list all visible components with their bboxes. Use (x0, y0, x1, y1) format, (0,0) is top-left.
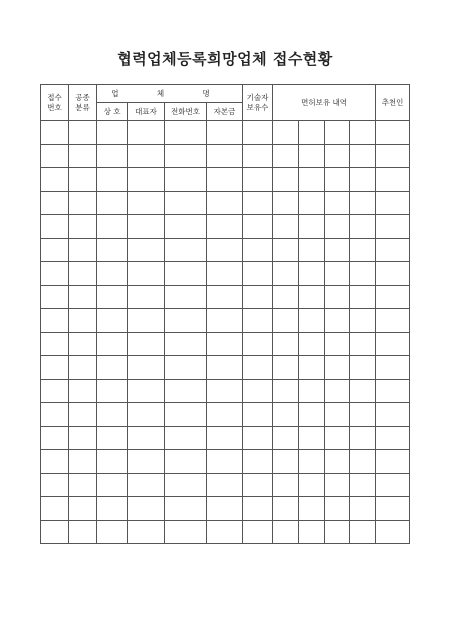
table-cell (97, 309, 128, 333)
table-cell (350, 497, 376, 521)
table-cell (376, 285, 410, 309)
table-cell (376, 121, 410, 145)
table-cell (69, 497, 97, 521)
table-cell (299, 403, 325, 427)
table-cell (69, 520, 97, 544)
table-cell (207, 450, 243, 474)
table-cell (128, 285, 165, 309)
table-cell (273, 285, 299, 309)
table-cell (243, 215, 273, 239)
table-cell (128, 497, 165, 521)
table-cell (243, 497, 273, 521)
table-cell (350, 450, 376, 474)
table-cell (325, 356, 350, 380)
table-row (41, 332, 410, 356)
table-cell (128, 426, 165, 450)
table-cell (350, 262, 376, 286)
header-trade-class: 공종 분류 (69, 85, 97, 121)
table-cell (350, 356, 376, 380)
table-body (41, 121, 410, 544)
table-cell (128, 473, 165, 497)
table-cell (207, 356, 243, 380)
table-cell (376, 215, 410, 239)
table-cell (273, 497, 299, 521)
table-cell (350, 215, 376, 239)
table-cell (128, 332, 165, 356)
table-cell (299, 520, 325, 544)
table-cell (41, 215, 69, 239)
table-cell (41, 168, 69, 192)
table-cell (299, 309, 325, 333)
table-cell (299, 332, 325, 356)
table-cell (376, 520, 410, 544)
table-cell (325, 168, 350, 192)
table-cell (273, 238, 299, 262)
table-cell (299, 379, 325, 403)
table-cell (243, 285, 273, 309)
table-cell (350, 144, 376, 168)
table-cell (273, 473, 299, 497)
table-cell (325, 121, 350, 145)
table-cell (69, 426, 97, 450)
table-cell (165, 497, 207, 521)
table-cell (299, 144, 325, 168)
table-cell (273, 379, 299, 403)
table-cell (97, 450, 128, 474)
table-cell (165, 309, 207, 333)
table-cell (128, 144, 165, 168)
table-cell (69, 121, 97, 145)
table-cell (165, 215, 207, 239)
table-cell (128, 168, 165, 192)
table-cell (350, 285, 376, 309)
table-cell (69, 168, 97, 192)
table-cell (376, 332, 410, 356)
table-cell (376, 403, 410, 427)
table-cell (41, 238, 69, 262)
table-cell (243, 238, 273, 262)
table-cell (273, 262, 299, 286)
table-cell (69, 473, 97, 497)
table-cell (376, 262, 410, 286)
table-cell (165, 379, 207, 403)
table-cell (325, 450, 350, 474)
table-cell (325, 238, 350, 262)
table-cell (273, 426, 299, 450)
table-cell (128, 309, 165, 333)
table-cell (207, 473, 243, 497)
table-cell (69, 238, 97, 262)
table-cell (325, 309, 350, 333)
table-cell (325, 426, 350, 450)
table-cell (207, 191, 243, 215)
table-cell (273, 403, 299, 427)
table-cell (376, 168, 410, 192)
table-cell (376, 309, 410, 333)
table-cell (350, 238, 376, 262)
table-cell (376, 473, 410, 497)
table-cell (69, 191, 97, 215)
table-cell (97, 144, 128, 168)
table-cell (325, 262, 350, 286)
table-cell (97, 285, 128, 309)
table-cell (207, 332, 243, 356)
table-cell (243, 473, 273, 497)
table-cell (273, 309, 299, 333)
table-row (41, 450, 410, 474)
table-cell (299, 450, 325, 474)
table-cell (165, 285, 207, 309)
table-cell (69, 262, 97, 286)
table-cell (165, 403, 207, 427)
table-cell (299, 285, 325, 309)
table-cell (128, 450, 165, 474)
header-capital: 자본금 (207, 103, 243, 121)
table-cell (41, 191, 69, 215)
table-cell (207, 262, 243, 286)
table-cell (350, 520, 376, 544)
table-cell (376, 379, 410, 403)
table-cell (165, 426, 207, 450)
table-cell (207, 168, 243, 192)
table-cell (350, 473, 376, 497)
table-cell (41, 520, 69, 544)
table-cell (41, 332, 69, 356)
table-cell (97, 473, 128, 497)
table-cell (128, 520, 165, 544)
document-title: 협력업체등록희망업체 접수현황 (117, 50, 333, 68)
header-receipt-no: 접수 번호 (41, 85, 69, 121)
table-cell (243, 121, 273, 145)
table-cell (97, 403, 128, 427)
table-cell (97, 520, 128, 544)
table-cell (69, 379, 97, 403)
table-cell (97, 379, 128, 403)
table-cell (325, 144, 350, 168)
table-cell (325, 497, 350, 521)
table-cell (299, 497, 325, 521)
table-cell (273, 450, 299, 474)
table-cell (350, 426, 376, 450)
table-row (41, 262, 410, 286)
table-cell (325, 473, 350, 497)
table-cell (97, 121, 128, 145)
table-cell (97, 356, 128, 380)
table-cell (165, 520, 207, 544)
header-recommender: 추천인 (376, 85, 410, 121)
table-cell (273, 356, 299, 380)
table-row (41, 309, 410, 333)
table-cell (128, 356, 165, 380)
table-cell (41, 450, 69, 474)
table-cell (128, 238, 165, 262)
table-cell (97, 215, 128, 239)
header-phone: 전화번호 (165, 103, 207, 121)
table-cell (207, 285, 243, 309)
table-row (41, 356, 410, 380)
table-cell (243, 332, 273, 356)
table-cell (97, 191, 128, 215)
table-row (41, 191, 410, 215)
table-cell (299, 238, 325, 262)
table-cell (243, 191, 273, 215)
table-cell (243, 379, 273, 403)
table-cell (273, 191, 299, 215)
table-row (41, 238, 410, 262)
table-cell (376, 191, 410, 215)
table-cell (69, 309, 97, 333)
table-cell (350, 379, 376, 403)
table-cell (376, 356, 410, 380)
table-cell (350, 403, 376, 427)
table-cell (299, 356, 325, 380)
table-cell (69, 356, 97, 380)
table-cell (165, 473, 207, 497)
table-cell (273, 121, 299, 145)
table-cell (325, 332, 350, 356)
table-cell (69, 215, 97, 239)
table-cell (165, 144, 207, 168)
table-cell (273, 168, 299, 192)
table-cell (207, 309, 243, 333)
table-cell (350, 168, 376, 192)
table-cell (299, 121, 325, 145)
table-row (41, 379, 410, 403)
table-cell (128, 379, 165, 403)
table-cell (69, 285, 97, 309)
table-cell (243, 520, 273, 544)
table-cell (299, 473, 325, 497)
table-row (41, 168, 410, 192)
header-company-group: 업 체 명 (97, 85, 243, 103)
table-cell (243, 168, 273, 192)
table-cell (273, 332, 299, 356)
table-cell (299, 426, 325, 450)
table-cell (41, 379, 69, 403)
table-cell (41, 497, 69, 521)
table-cell (207, 215, 243, 239)
table-cell (165, 238, 207, 262)
table-cell (128, 403, 165, 427)
table-cell (69, 403, 97, 427)
table-cell (128, 262, 165, 286)
table-cell (97, 332, 128, 356)
table-cell (165, 356, 207, 380)
table-row (41, 497, 410, 521)
table-cell (165, 191, 207, 215)
table-cell (299, 262, 325, 286)
table-cell (243, 262, 273, 286)
table-cell (41, 426, 69, 450)
table-cell (273, 520, 299, 544)
table-cell (165, 168, 207, 192)
table-cell (299, 215, 325, 239)
table-cell (97, 238, 128, 262)
table-cell (243, 356, 273, 380)
table-cell (350, 121, 376, 145)
table-cell (207, 403, 243, 427)
table-cell (207, 426, 243, 450)
table-cell (207, 121, 243, 145)
table-cell (41, 403, 69, 427)
table-cell (165, 262, 207, 286)
table-cell (273, 144, 299, 168)
table-row (41, 285, 410, 309)
table-cell (41, 285, 69, 309)
table-cell (243, 403, 273, 427)
table-cell (207, 144, 243, 168)
table-cell (69, 450, 97, 474)
table-cell (97, 262, 128, 286)
table-row (41, 473, 410, 497)
table-cell (41, 144, 69, 168)
table-cell (165, 450, 207, 474)
table-cell (207, 497, 243, 521)
header-company-name: 상 호 (97, 103, 128, 121)
table-cell (325, 191, 350, 215)
table-cell (69, 144, 97, 168)
table-cell (325, 379, 350, 403)
table-cell (41, 121, 69, 145)
table-cell (376, 144, 410, 168)
table-cell (128, 191, 165, 215)
table-row (41, 520, 410, 544)
table-cell (325, 520, 350, 544)
registration-table (40, 84, 410, 544)
table-cell (41, 262, 69, 286)
table-cell (207, 238, 243, 262)
table-cell (128, 121, 165, 145)
table-cell (376, 426, 410, 450)
header-technician-count: 기술자 보유수 (243, 85, 273, 121)
table-row (41, 144, 410, 168)
table-cell (350, 191, 376, 215)
table-row (41, 426, 410, 450)
table-cell (207, 520, 243, 544)
table-cell (243, 450, 273, 474)
table-cell (299, 191, 325, 215)
table-cell (207, 379, 243, 403)
table-cell (325, 403, 350, 427)
table-cell (128, 215, 165, 239)
table-cell (299, 168, 325, 192)
table-cell (243, 144, 273, 168)
table-cell (243, 309, 273, 333)
table-cell (376, 238, 410, 262)
table-cell (41, 356, 69, 380)
table-cell (165, 332, 207, 356)
table-cell (350, 332, 376, 356)
header-license-history: 면허보유 내역 (273, 85, 376, 121)
table-cell (350, 309, 376, 333)
table-cell (41, 473, 69, 497)
table-row (41, 121, 410, 145)
table-cell (97, 426, 128, 450)
table-cell (165, 121, 207, 145)
table-cell (273, 215, 299, 239)
table-cell (97, 168, 128, 192)
table-cell (325, 215, 350, 239)
table-cell (243, 426, 273, 450)
table-cell (97, 497, 128, 521)
table-row (41, 403, 410, 427)
table-cell (376, 450, 410, 474)
table-cell (69, 332, 97, 356)
table-cell (41, 309, 69, 333)
table-row (41, 215, 410, 239)
table-cell (376, 497, 410, 521)
table-cell (325, 285, 350, 309)
header-representative: 대표자 (128, 103, 165, 121)
